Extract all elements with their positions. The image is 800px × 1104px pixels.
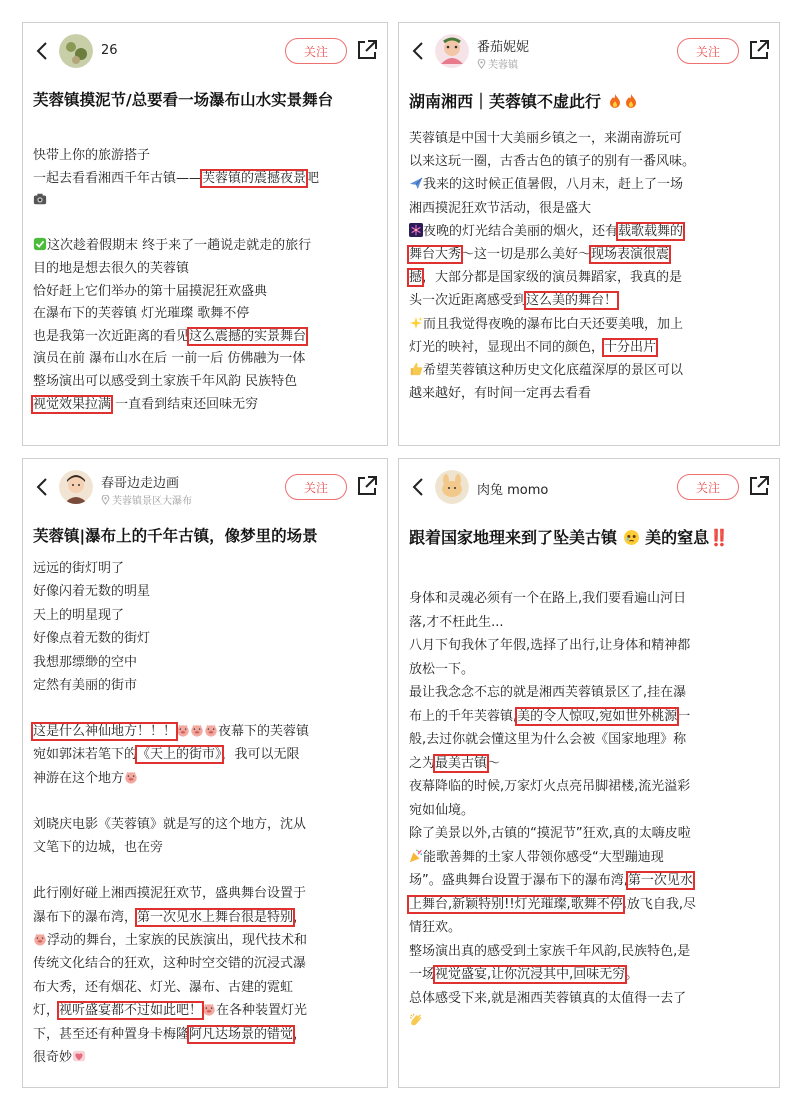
text-segment: 而且我觉得夜晚的瀑布比白天还要美哦，加上	[423, 316, 684, 332]
highlighted-text: 这么震撼的实景舞台	[189, 328, 307, 344]
follow-button[interactable]: 关注	[285, 38, 347, 64]
post-card-2	[398, 22, 780, 446]
highlighted-text: 十分出片	[604, 339, 657, 355]
post-line	[33, 813, 377, 836]
post-line	[409, 150, 769, 173]
post-header	[23, 459, 387, 515]
text-segment: 目的地是想去很久的芙蓉镇	[33, 260, 190, 276]
text-segment: 落,才不枉此生...	[409, 614, 504, 630]
post-body	[33, 145, 377, 416]
post-card-1	[22, 22, 388, 446]
location-pin-icon	[101, 495, 110, 505]
location-pin-icon	[477, 59, 486, 69]
post-line	[409, 799, 769, 823]
text-segment: 好像点着无数的街灯	[33, 631, 151, 647]
plane-icon	[409, 175, 423, 189]
text-segment: 越来越好，有时间一定再去看看	[409, 386, 592, 402]
post-line	[33, 394, 377, 417]
text-segment: 宛如仙境。	[409, 802, 475, 818]
avatar[interactable]	[59, 34, 93, 68]
text-segment: 身体和灵魂必须有一个在路上,我们要看遍山河日	[409, 591, 687, 606]
pig-icon	[176, 722, 190, 736]
highlighted-text: 视觉效果拉满	[33, 396, 112, 412]
post-line	[409, 893, 769, 917]
post-line	[33, 557, 377, 580]
location	[101, 492, 192, 507]
share-icon[interactable]	[747, 38, 771, 62]
post-line	[409, 197, 769, 220]
post-line	[33, 674, 377, 697]
share-icon[interactable]	[355, 38, 379, 62]
text-segment: 布大秀，还有烟花、灯光、瀑布、古建的霓虹	[33, 979, 294, 995]
text-segment: 这次趁着假期末 终于来了一趟说走就走的旅行	[47, 238, 312, 254]
text-segment: 夜晚的灯光结合美丽的烟火，还有	[423, 223, 619, 239]
highlighted-text: 第一次见水	[627, 873, 693, 888]
follow-button[interactable]: 关注	[677, 38, 739, 64]
text-segment: 整场演出真的感受到土家族千年风韵,民族特色,是	[409, 943, 691, 959]
clap-icon	[409, 1012, 423, 1026]
text-segment: 夜幕降临的时候,万家灯火点亮吊脚裙楼,流光溢彩	[409, 779, 691, 794]
post-line	[409, 775, 769, 799]
post-title-text: 跟着国家地理来到了坠美古镇	[409, 528, 618, 547]
text-segment: ,放飞自我,尽	[622, 896, 696, 912]
share-icon[interactable]	[355, 474, 379, 498]
post-line	[33, 326, 377, 349]
post-line	[33, 651, 377, 674]
text-segment: 恰好赶上它们举办的第十届摸泥狂欢盛典	[33, 283, 268, 299]
location	[477, 56, 518, 71]
text-segment: ，	[293, 1026, 307, 1042]
post-line	[409, 869, 769, 893]
chevron-left-icon	[36, 477, 48, 497]
text-segment: 在各种装置灯光	[216, 1003, 308, 1019]
post-line	[409, 359, 769, 382]
text-segment: 此行刚好碰上湘西摸泥狂欢节，盛典舞台设置于	[33, 886, 307, 902]
username[interactable]: 番茄妮妮	[477, 40, 530, 55]
post-line	[409, 752, 769, 776]
heart-icon	[72, 1048, 86, 1062]
post-body	[409, 127, 769, 405]
text-segment: 我来的这时候正值暑假，八月末，赶上了一场	[423, 177, 684, 193]
firework-icon	[409, 222, 423, 236]
location-label: 芙蓉镇	[488, 60, 518, 71]
username[interactable]: 26	[101, 43, 118, 58]
fire-icon	[623, 93, 639, 109]
post-line	[33, 303, 377, 326]
text-segment: 之为	[409, 755, 436, 771]
party-icon	[409, 848, 423, 862]
highlighted-text: 阿凡达场景的错觉	[189, 1026, 294, 1042]
camera-icon	[33, 192, 47, 206]
chevron-left-icon	[412, 477, 424, 497]
double-exclamation-icon: ‼️	[709, 528, 730, 547]
username[interactable]: 春哥边走边画	[101, 476, 180, 491]
pig-icon	[190, 722, 204, 736]
post-line	[33, 371, 377, 394]
post-line	[33, 790, 377, 813]
post-header	[399, 23, 779, 79]
text-segment: ，	[293, 909, 307, 925]
post-line	[33, 836, 377, 859]
text-segment: 夜幕下的芙蓉镇	[218, 724, 310, 740]
text-segment: ，大部分都是国家级的演员舞蹈家，我真的是	[422, 270, 683, 286]
post-line	[33, 190, 377, 213]
post-line	[33, 720, 377, 743]
highlighted-text: 撼	[409, 270, 423, 286]
post-line	[33, 882, 377, 905]
chevron-left-icon	[412, 41, 424, 61]
text-segment: 我想那缥缈的空中	[33, 654, 138, 670]
check-icon	[33, 237, 47, 251]
post-line	[409, 220, 769, 243]
username[interactable]: 肉兔 momo	[477, 483, 549, 498]
text-segment: ，我可以无限	[221, 747, 300, 763]
highlighted-text: 《天上的街市》	[137, 747, 222, 763]
post-line	[409, 658, 769, 682]
post-line	[409, 382, 769, 405]
text-segment: 也是我第一次近距离的看见	[33, 328, 190, 344]
share-icon[interactable]	[747, 474, 771, 498]
text-segment: 般,去过你就会懂这里为什么会被《国家地理》称	[409, 732, 687, 747]
post-title-text: 湖南湘西｜芙蓉镇不虚此行	[409, 92, 602, 111]
text-segment: 下，甚至还有种置身卡梅隆	[33, 1026, 190, 1042]
back-button[interactable]	[31, 474, 53, 500]
pig-icon	[124, 769, 138, 783]
post-body	[409, 587, 769, 1034]
text-segment: 情狂欢。	[409, 920, 462, 935]
follow-button[interactable]: 关注	[677, 474, 739, 500]
highlighted-text: 最美古镇	[435, 755, 488, 771]
post-line	[409, 127, 769, 150]
text-segment: 场”。盛典舞台设置于瀑布下的瀑布湾,	[409, 873, 628, 888]
text-segment: 天上的明星现了	[33, 607, 125, 623]
highlighted-text: 载歌载舞的	[618, 223, 684, 239]
post-line	[409, 916, 769, 940]
post-title: 芙蓉镇摸泥节/总要看一场瀑布山水实景舞台	[33, 91, 334, 109]
text-segment: 八月下旬我休了年假,选择了出行,让身体和精神都	[409, 638, 691, 653]
text-segment: 浮动的舞台，土家族的民族演出，现代技术和	[47, 933, 308, 949]
pig-icon	[204, 722, 218, 736]
avatar[interactable]	[435, 470, 469, 504]
pig-icon	[202, 1001, 216, 1015]
text-segment: 一	[677, 708, 691, 724]
highlighted-text: 美的令人惊叹,宛如世外桃源	[517, 708, 678, 724]
post-line	[33, 213, 377, 236]
text-segment: 灯光的映衬，显现出不同的颜色，	[409, 339, 605, 355]
post-line	[33, 235, 377, 258]
post-line	[409, 940, 769, 964]
text-segment: 演员在前 瀑布山水在后 一前一后 仿佛融为一体	[33, 351, 306, 367]
teary-face-icon	[623, 529, 640, 546]
text-segment: 头一次近距离感受到	[409, 293, 527, 309]
post-line	[409, 846, 769, 870]
text-segment: 传统文化结合的狂欢，这种时空交错的沉浸式瀑	[33, 956, 307, 972]
highlighted-text: 现场表演很震	[591, 247, 670, 263]
post-line	[33, 627, 377, 650]
post-line	[33, 999, 377, 1022]
text-segment: 在瀑布下的芙蓉镇 灯光璀璨 歌舞不停	[33, 306, 250, 322]
fire-icon	[607, 93, 623, 109]
text-segment: 能歌善舞的土家人带领你感受“大型蹦迪现	[423, 849, 664, 865]
text-segment: 很奇妙	[33, 1050, 73, 1066]
post-line	[409, 681, 769, 705]
post-body	[33, 557, 377, 1070]
post-line	[33, 348, 377, 371]
pig-icon	[33, 931, 47, 945]
post-line	[409, 987, 769, 1011]
text-segment: 好像闪着无数的明星	[33, 584, 151, 600]
chevron-left-icon	[36, 41, 48, 61]
post-line	[409, 728, 769, 752]
post-line	[409, 173, 769, 196]
text-segment: 吧	[306, 170, 320, 186]
location-label: 芙蓉镇景区大瀑布	[112, 496, 192, 507]
text-segment: 定然有美丽的街市	[33, 678, 138, 694]
post-line	[33, 952, 377, 975]
text-segment: 。	[625, 967, 639, 982]
highlighted-text: 第一次见水上舞台很是特别	[137, 909, 294, 925]
post-line	[33, 168, 377, 191]
post-line	[33, 1046, 377, 1069]
highlighted-text: 舞台大秀	[409, 247, 462, 263]
highlighted-text: 视觉盛宴,让你沉浸其中,回味无穷	[435, 967, 626, 982]
sparkle-icon	[409, 315, 423, 329]
text-segment: 希望芙蓉镇这种历史文化底蕴深厚的景区可以	[423, 363, 684, 379]
text-segment: 最让我念念不忘的就是湘西芙蓉镇景区了,挂在瀑	[409, 685, 687, 700]
highlighted-text: 这么美的舞台！	[526, 293, 618, 309]
post-line	[33, 906, 377, 929]
text-segment: 放松一下。	[409, 661, 475, 677]
post-title-suffix: 美的窒息	[645, 528, 710, 547]
post-line	[409, 289, 769, 312]
text-segment: 整场演出可以感受到土家族千年风韵 民族特色	[33, 373, 298, 389]
text-segment: 灯，	[33, 1003, 60, 1019]
post-title: 芙蓉镇|瀑布上的千年古镇，像梦里的场景	[33, 527, 318, 545]
post-line	[33, 929, 377, 952]
post-line	[409, 963, 769, 987]
highlighted-text: 视听盛宴都不过如此吧！	[59, 1003, 203, 1019]
text-segment: 芙蓉镇是中国十大美丽乡镇之一，来湖南游玩可	[409, 131, 683, 146]
post-card-3	[22, 458, 388, 1088]
post-title	[409, 87, 767, 117]
avatar[interactable]	[59, 470, 93, 504]
post-line	[409, 705, 769, 729]
post-line	[33, 1023, 377, 1046]
post-line	[33, 767, 377, 790]
text-segment: 神游在这个地方	[33, 770, 125, 786]
post-line	[409, 822, 769, 846]
post-line	[409, 266, 769, 289]
post-line	[33, 580, 377, 603]
post-line	[33, 281, 377, 304]
post-line	[33, 860, 377, 883]
text-segment: 瀑布下的瀑布湾，	[33, 909, 138, 925]
text-segment: 宛如郭沫若笔下的	[33, 747, 138, 763]
post-header	[23, 23, 387, 79]
text-segment: ～这一切是那么美好～	[461, 247, 592, 263]
avatar[interactable]	[435, 34, 469, 68]
text-segment: 一起去看看湘西千年古镇——	[33, 170, 203, 186]
text-segment: 远远的街灯明了	[33, 561, 125, 576]
post-header	[399, 459, 779, 515]
post-line	[33, 697, 377, 720]
text-segment: 快带上你的旅游搭子	[33, 148, 151, 163]
post-line	[409, 587, 769, 611]
text-segment: 一直看到结束还回味无穷	[111, 396, 259, 412]
post-line	[33, 604, 377, 627]
text-segment: 湘西摸泥狂欢节活动，很是盛大	[409, 200, 592, 216]
text-segment: 一场	[409, 967, 436, 982]
post-line	[33, 145, 377, 168]
post-line	[409, 611, 769, 635]
text-segment: 除了美景以外,古镇的“摸泥节”狂欢,真的太嗨皮啦	[409, 826, 691, 841]
post-line	[409, 634, 769, 658]
text-segment: 文笔下的边城，也在旁	[33, 840, 164, 856]
back-button[interactable]	[407, 474, 429, 500]
post-card-4	[398, 458, 780, 1088]
post-line	[33, 258, 377, 281]
text-segment: 刘晓庆电影《芙蓉镇》就是写的这个地方，沈从	[33, 816, 307, 832]
post-line	[409, 336, 769, 359]
post-line	[409, 313, 769, 336]
back-button[interactable]	[407, 38, 429, 64]
text-segment: 总体感受下来,就是湘西芙蓉镇真的太值得一去了	[409, 990, 687, 1006]
text-segment: 布上的千年芙蓉镇,	[409, 708, 518, 724]
post-line	[33, 743, 377, 766]
highlighted-text: 芙蓉镇的震撼夜景	[202, 170, 307, 186]
highlighted-text: 这是什么神仙地方！！！	[33, 724, 177, 740]
text-segment: 以来这玩一圈，古香古色的镇子的别有一番风味。	[409, 154, 696, 170]
post-line	[33, 976, 377, 999]
text-segment: ～	[487, 755, 501, 771]
post-line	[409, 243, 769, 266]
post-line	[409, 1010, 769, 1034]
highlighted-text: 上舞台,新颖特别!!灯光璀璨,歌舞不停	[409, 896, 623, 912]
back-button[interactable]	[31, 38, 53, 64]
post-title	[409, 523, 767, 553]
follow-button[interactable]: 关注	[285, 474, 347, 500]
thumb-icon	[409, 361, 423, 375]
